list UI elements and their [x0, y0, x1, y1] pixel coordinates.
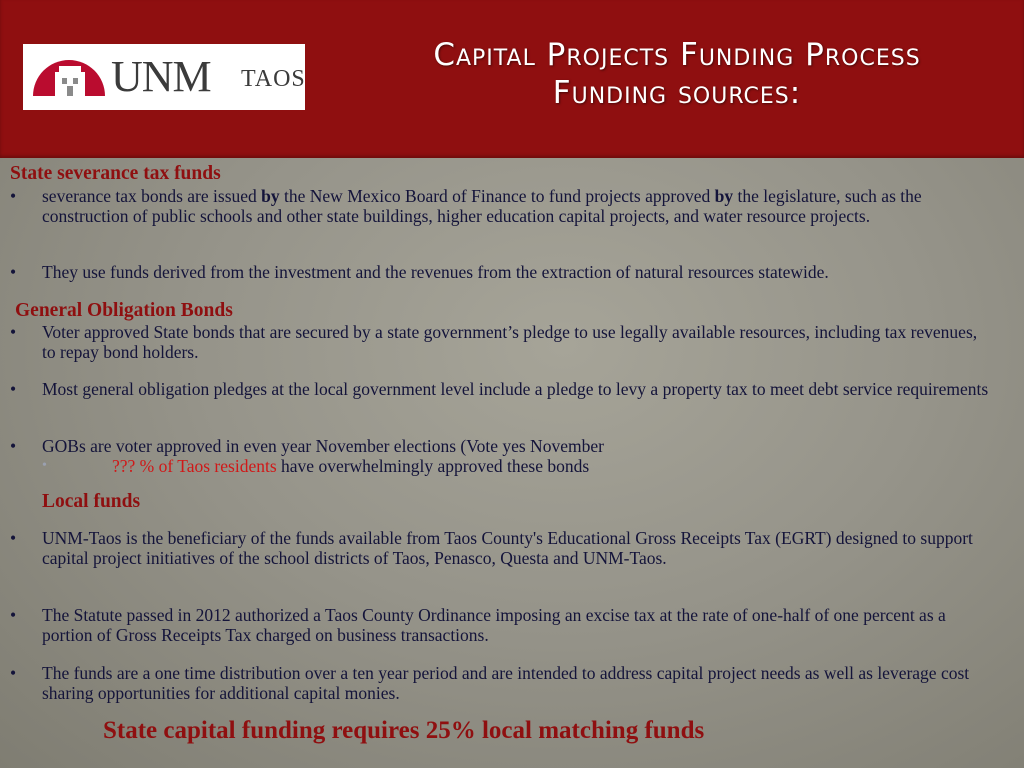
bullet-dot: •: [10, 663, 17, 683]
unm-taos-logo: [23, 44, 305, 110]
list-item: [10, 664, 1000, 703]
heading-local-funds: Local funds: [42, 491, 141, 512]
sub-list-item: [42, 457, 942, 477]
list-item: [10, 380, 1000, 400]
sub-bullet-dot: •: [42, 458, 47, 473]
unm-sun-emblem-icon: [31, 52, 109, 102]
bullet-dot: •: [10, 262, 17, 282]
title-banner: [0, 0, 1024, 158]
logo-campus-name: TAOS: [241, 66, 306, 92]
matching-funds-callout: State capital funding requires 25% local matching funds: [103, 717, 705, 744]
bullet-dot: •: [10, 379, 17, 399]
list-item: [10, 437, 1000, 457]
list-item: [10, 529, 1000, 568]
slide-title-line-1: Capital Projects Funding Process: [433, 37, 921, 73]
logo-wordmark: UNM: [111, 52, 211, 101]
bullet-text: The Statute passed in 2012 authorized a Taos County Ordinance imposing an excise tax at the rate of one-half of one percent as a portion of Gross Receipts Tax charged on business transactions.: [42, 605, 946, 645]
bullet-text: Voter approved State bonds that are secured by a state government’s pledge to use legally available resources, including tax revenues, to repay bond holders.: [42, 322, 978, 362]
list-item: [10, 187, 1000, 226]
bullet-text: They use funds derived from the investment and the revenues from the extraction of natural resources statewide.: [42, 262, 829, 282]
bullet-dot: •: [10, 605, 17, 625]
heading-state-severance: State severance tax funds: [10, 163, 221, 184]
heading-general-obligation-bonds: General Obligation Bonds: [15, 300, 233, 321]
sub-bullet-text: have overwhelmingly approved these bonds: [276, 456, 590, 476]
bullet-text: The funds are a one time distribution over a ten year period and are intended to address capital project needs as well as leverage cost sharing opportunities for additional capital monies.: [42, 663, 970, 703]
bullet-text: UNM-Taos is the beneficiary of the funds available from Taos County's Educational Gross Receipts Tax (EGRT) designed to support capital project initiatives of the school districts of Taos, Penasco, Questa and UNM-Taos.: [42, 528, 973, 568]
slide-title: [330, 36, 1024, 112]
bullet-dot: •: [10, 322, 17, 342]
slide-title-line-2: Funding sources:: [552, 75, 802, 111]
list-item: [10, 263, 1000, 283]
list-item: [10, 606, 1000, 645]
bullet-text: Most general obligation pledges at the local government level include a pledge to levy a property tax to meet debt service requirements: [42, 379, 989, 399]
bullet-dot: •: [10, 186, 17, 206]
bullet-text: GOBs are voter approved in even year November elections (Vote yes November: [42, 436, 604, 456]
highlight-residents-percent: ??? % of Taos residents: [112, 456, 277, 476]
list-item: [10, 323, 1000, 362]
bullet-dot: •: [10, 528, 17, 548]
bullet-text: severance tax bonds are issued by the New Mexico Board of Finance to fund projects approved by the legislature, such as the construction of public schools and other state buildings, higher education capital projects, and water resource projects.: [42, 186, 922, 226]
bullet-dot: •: [10, 436, 17, 456]
